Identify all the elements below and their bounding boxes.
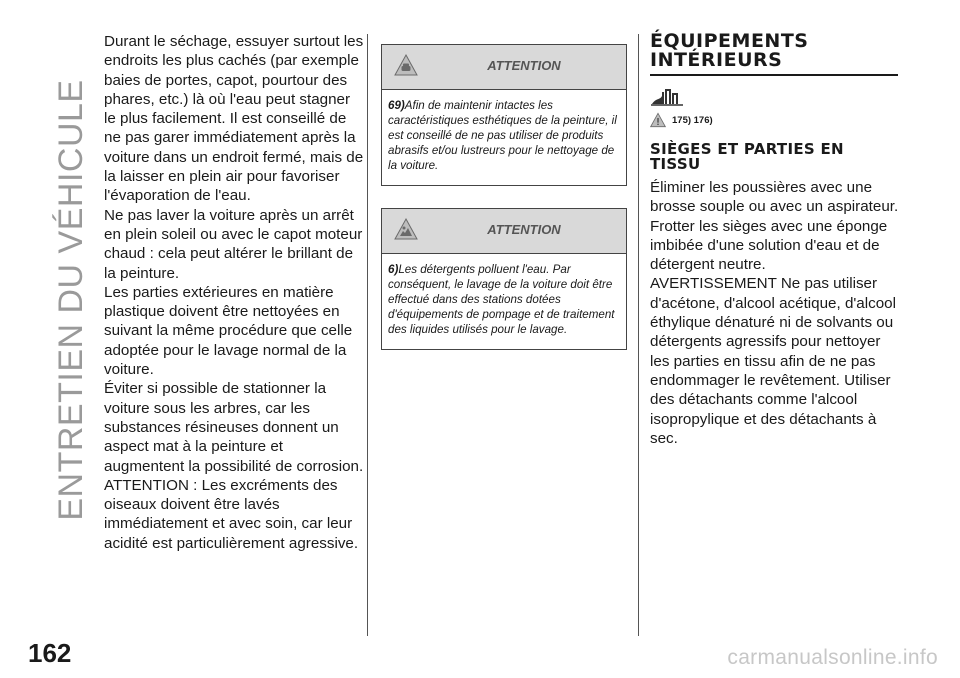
warning-text: Les détergents polluent l'eau. Par conséquent, le lavage de la voiture doit être effectué dans des stations dotées d'équipements de pompage et de traitement des liquides utilisés pour le lavage. [388,263,615,336]
warning-triangle-icon [650,112,666,128]
sub-title [650,142,902,172]
column-2 [381,44,627,372]
sub-title-line: SIÈGES ET PARTIES EN [650,140,844,158]
page-number: 162 [28,638,72,668]
warning-number: 6) [388,263,399,276]
column-divider-left [367,34,368,636]
paragraph: Frotter les sièges avec une éponge imbibée d'une solution d'eau et de détergent neutre. [650,217,888,274]
section-rule [650,74,898,76]
section-title-line: INTÉRIEURS [650,49,783,71]
warning-body [382,90,626,185]
paragraph: Ne pas laver la voiture après un arrêt en plein soleil ou avec le capot moteur chaud : cela peut altérer le brillant de la peinture. [104,206,363,282]
paragraph: Durant le séchage, essuyer surtout les endroits les plus cachés (par exemple baies de portes, capot, pourtour des phares, etc.) là où l'eau peut stagner le plus facilement. Il est conseillé de ne pas garer immédiatement après la voiture dans un endroit fermé, mais de la laisser en plein air pour favoriser l'évaporation de l'eau. [104,33,364,205]
section-title-line: ÉQUIPEMENTS [650,30,809,52]
side-title: ENTRETIEN DU VÉHICULE [52,79,90,521]
warning-header [382,209,626,254]
reference-numbers: 175) 176) [672,114,713,126]
column-3 [650,32,902,448]
warning-header [382,45,626,90]
sub-title-line: TISSU [650,155,701,173]
column-divider-right [638,34,639,636]
paragraph: ATTENTION : Les excréments des oiseaux doivent être lavés immédiatement et avec soin, car leur acidité est particulièrement agressive. [104,476,359,552]
column-1 [104,32,364,553]
paragraph: AVERTISSEMENT Ne pas utiliser d'acétone, d'alcool acétique, d'alcool éthylique dénaturé ni de solvants ou détergents agressifs pour nettoyer les parties en tissu afin de ne pas endommager le revêtement. Utiliser des détachants comme l'alcool isopropylique et des détachants à sec. [650,275,896,447]
warning-title: ATTENTION [487,222,561,237]
watermark: carmanualsonline.info [727,646,938,669]
paragraph: Éviter si possible de stationner la voiture sous les arbres, car les substances résineuses donnent un aspect mat à la peinture et augmentent la possibilité de corrosion. [104,380,364,475]
paragraph: Éliminer les poussières avec une brosse souple ou avec un aspirateur. [650,179,899,216]
section-title [650,32,902,70]
warning-body [382,254,626,349]
paragraph: Les parties extérieures en matière plastique doivent être nettoyées en suivant la même procédure que celle adoptée pour le lavage normal de la voiture. [104,283,353,379]
warning-box-environment [381,208,627,350]
environment-plant-icon [650,86,684,106]
warning-box-paint [381,44,627,186]
warning-number: 69) [388,99,405,112]
warning-text: Afin de maintenir intactes les caractéristiques esthétiques de la peinture, il est conseillé de ne pas utiliser de produits abrasifs et/ou lustreurs pour le nettoyage de la voiture. [388,99,617,172]
warning-title: ATTENTION [487,58,561,73]
refs-row [650,112,902,128]
